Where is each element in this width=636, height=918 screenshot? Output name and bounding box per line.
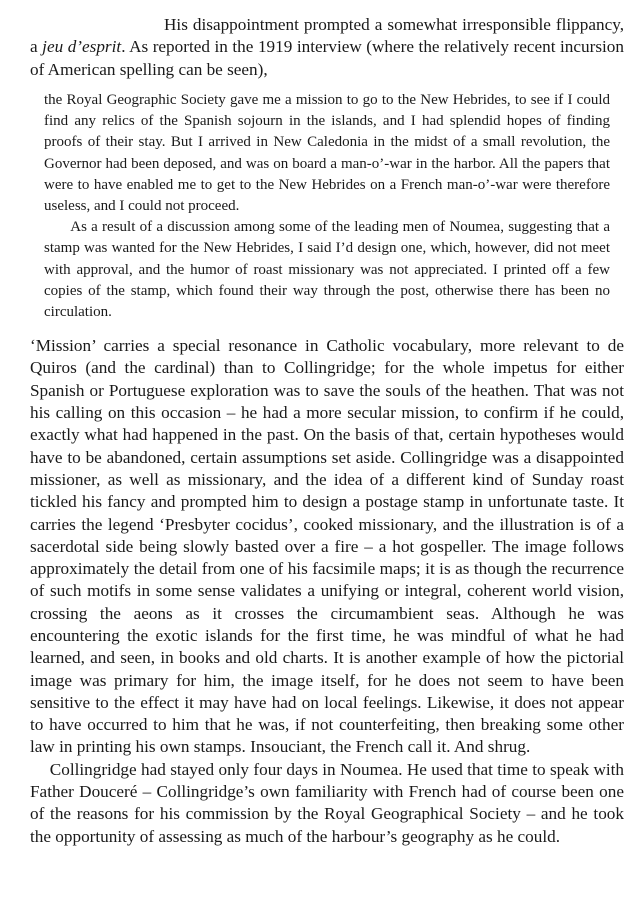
body-paragraph-2: Collingridge had stayed only four days in Noumea. He used that time to speak with Father Douceré – Collingridge’s own familiarity with French had of course been one of the reasons for his commission by the Royal Geographical Society – and he took the opportunity of assessing as much of the harbour’s geography as he could. [30, 759, 624, 846]
intro-text-after: . As reported in the 1919 interview (where the relatively recent incursion of American spelling can be seen), [30, 37, 624, 79]
intro-text-before: His disappointment prompted a somewhat irresponsible flippancy, a [30, 15, 624, 57]
body-paragraph-1: ‘Mission’ carries a special resonance in Catholic vocabulary, more relevant to de Quiros (and the cardinal) than to Collingridge; for the whole impetus for either Spanish or Portuguese exploration was to save the souls of the heathen. That was not his calling on this occasion – he had a more secular mission, to confirm if he could, exactly what had happened in the past. On the basis of that, certain hypotheses would have to be abandoned, certain assumptions set aside. Collingridge was a disappointed missioner, as well as missionary, and the idea of a different kind of Sunday roast tickled his fancy and prompted him to design a postage stamp in unfortunate taste. It carries the legend ‘Presbyter cocidus’, cooked missionary, and the illustration is of a sacerdotal side being slowly basted over a fire – a hot gospeller. The image follows approximately the detail from one of his facsimile maps; it is as though the recurrence of such motifs in some sense validates a unifying or integral, coherent world vision, crossing the aeons as it crosses the circumambient seas. Although he was encountering the exotic islands for the first time, he was mindful of what he had learned, and seen, in books and old charts. It is another example of how the pictorial image was primary for him, the image itself, for he does not seem to have been sensitive to the effect it may have had on local feelings. Likewise, it does not appear to have occurred to him that he was, if not counterfeiting, then breaking some other law in printing his own stamps. Insouciant, the French call it. And shrug. [30, 336, 624, 757]
block-quote [44, 90, 610, 323]
book-page [30, 14, 624, 848]
intro-paragraph [30, 14, 624, 81]
quote-paragraph-2: As a result of a discussion among some of the leading men of Noumea, suggesting that a stamp was wanted for the New Hebrides, I said I’d design one, which, however, did not meet with approval, and the humor of roast missionary was not appreciated. I printed off a few copies of the stamp, which found their way through the post, otherwise there has been no circulation. [44, 219, 610, 320]
intro-italic-phrase: jeu d’esprit [42, 37, 122, 57]
quote-paragraph-1: the Royal Geographic Society gave me a mission to go to the New Hebrides, to see if I could find any relics of the Spanish sojourn in the islands, and I had splendid hopes of finding proofs of their stay. But I arrived in New Caledonia in the midst of a small revolution, the Governor had been deposed, and was on board a man-o’-war in the harbor. All the papers that were to have enabled me to get to the New Hebrides on a French man-o’-war were therefore useless, and I could not proceed. [44, 91, 610, 214]
